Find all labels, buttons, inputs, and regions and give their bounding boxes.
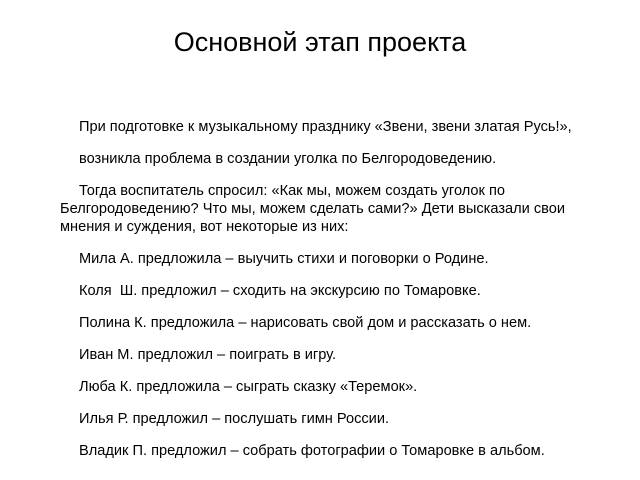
paragraph-mila: Мила А. предложила – выучить стихи и поговорки о Родине. (79, 251, 489, 267)
slide-title: Основной этап проекта (173, 27, 467, 57)
paragraph-ilya: Илья Р. предложил – послушать гимн России. (79, 411, 390, 427)
paragraph-vladik: Владик П. предложил – собрать фотографии о Томаровке в альбом. (79, 443, 545, 459)
paragraph-question: Тогда воспитатель спросил: «Как мы, можем создать уголок по Белгородоведению? Что мы, можем сделать сами?» Дети высказали свои мнения и суждения, вот некоторые из них: (60, 183, 566, 235)
paragraph-kolya: Коля Ш. предложил – сходить на экскурсию по Томаровке. (79, 283, 481, 299)
paragraph-lyuba: Люба К. предложила – сыграть сказку «Теремок». (79, 379, 418, 395)
paragraph-ivan: Иван М. предложил – поиграть в игру. (79, 347, 337, 363)
paragraph-polina: Полина К. предложила – нарисовать свой дом и рассказать о нем. (79, 315, 532, 331)
paragraph-intro: При подготовке к музыкальному празднику «Звени, звени златая Русь!», (79, 119, 572, 135)
slide-body (60, 118, 608, 474)
paragraph-problem: возникла проблема в создании уголка по Белгородоведению. (79, 151, 497, 167)
